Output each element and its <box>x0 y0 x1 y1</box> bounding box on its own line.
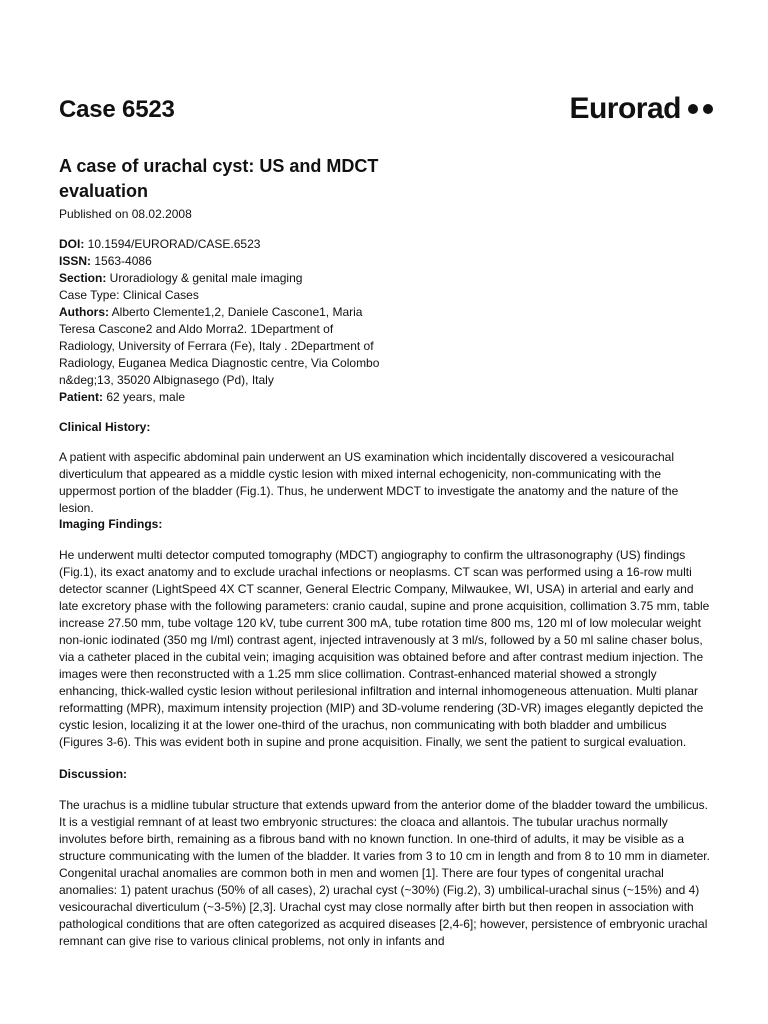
authors-label: Authors: <box>59 305 109 319</box>
logo-dot-icon <box>703 104 713 114</box>
issn-label: ISSN: <box>59 254 92 268</box>
patient-line <box>59 389 389 406</box>
case-title: Case 6523 <box>59 96 175 123</box>
authors-line <box>59 304 389 389</box>
clinical-history-text: A patient with aspecific abdominal pain underwent an US examination which incidentally discovered a vesicourachal diverticulum that appeared as a middle cystic lesion with mixed internal echogenicity, non-communicating with the uppermost portion of the bladder (Fig.1). Thus, he underwent MDCT to investigate the anatomy and the nature of the lesion. <box>59 450 679 515</box>
imaging-findings-text: He underwent multi detector computed tomography (MDCT) angiography to confirm the ultrasonography (US) findings (Fig.1), its exact anatomy and to exclude urachal infections or neoplasms. CT scan was performed using a 16-row multi detector scanner (LightSpeed 4X CT scanner, General Electric Company, Milwaukee, WI, USA) in arterial and early and late excretory phase with the following parameters: cranio caudal, supine and prone acquisition, collimation 3.75 mm, table increase 27.50 mm, tube voltage 120 kV, tube current 300 mA, tube rotation time 800 ms, 120 ml of low molecular weight non-ionic iodinated (350 mg I/ml) contrast agent, injected intravenously at 3 ml/s, followed by a 50 ml saline chaser bolus, via a catheter placed in the cubital vein; imaging acquisition was obtained before and after contrast medium injection. The images were then reconstructed with a 1.25 mm slice collimation. Contrast-enhanced material showed a strongly enhancing, thick-walled cystic lesion without perilesional infiltration and internal inhomogeneous attenuation. Multi planar reformatting (MPR), maximum intensity projection (MIP) and 3D-volume rendering (3D-VR) images elegantly depicted the cystic lesion, localizing it at the lower one-third of the urachus, non communicating with both bladder and umbilicus (Figures 3-6). This was evident both in supine and prone acquisition. Finally, we sent the patient to surgical evaluation. <box>59 548 710 749</box>
patient-value: 62 years, male <box>103 390 186 404</box>
page-header <box>59 92 713 132</box>
article-metadata <box>59 236 389 406</box>
imaging-findings-heading: Imaging Findings: <box>59 517 163 531</box>
eurorad-logo <box>569 92 713 126</box>
doi-value: 10.1594/EURORAD/CASE.6523 <box>84 237 261 251</box>
published-date: Published on 08.02.2008 <box>59 207 192 221</box>
section-value: Uroradiology & genital male imaging <box>106 271 303 285</box>
logo-text: Eurorad <box>569 92 681 125</box>
section-line <box>59 270 389 287</box>
doi-line <box>59 236 389 253</box>
article-title: A case of urachal cyst: US and MDCT evaluation <box>59 156 379 201</box>
logo-dot-icon <box>688 104 698 114</box>
clinical-history-heading: Clinical History: <box>59 420 151 434</box>
issn-line <box>59 253 389 270</box>
authors-value: Alberto Clemente1,2, Daniele Cascone1, Maria Teresa Cascone2 and Aldo Morra2. 1Department of Radiology, University of Ferrara (Fe), Italy . 2Department of Radiology, Euganea Medica Diagnostic centre, Via Colombo n&deg;13, 35020 Albignasego (Pd), Italy <box>59 305 380 387</box>
doi-label: DOI: <box>59 237 85 251</box>
issn-value: 1563-4086 <box>91 254 152 268</box>
discussion-heading: Discussion: <box>59 767 128 781</box>
patient-label: Patient: <box>59 390 104 404</box>
discussion-text: The urachus is a midline tubular structure that extends upward from the anterior dome of the bladder toward the umbilicus. It is a vestigial remnant of at least two embryonic structures: the cloaca and allantois. The tubular urachus normally involutes before birth, remaining as a fibrous band with no known function. In one-third of adults, it may be visible as a structure communicating with the lumen of the bladder. It varies from 3 to 10 cm in length and from 8 to 10 mm in diameter. Congenital urachal anomalies are common both in men and women [1]. There are four types of congenital urachal anomalies: 1) patent urachus (50% of all cases), 2) urachal cyst (~30%) (Fig.2), 3) umbilical-urachal sinus (~15%) and 4) vesicourachal diverticulum (~3-5%) [2,3]. Urachal cyst may close normally after birth but then reopen in association with pathological conditions that are often categorized as acquired diseases [2,4-6]; however, persistence of embryonic urachal remnant can give rise to various clinical problems, not only in infants and <box>59 798 710 948</box>
case-type-line: Case Type: Clinical Cases <box>59 288 199 302</box>
section-label: Section: <box>59 271 107 285</box>
